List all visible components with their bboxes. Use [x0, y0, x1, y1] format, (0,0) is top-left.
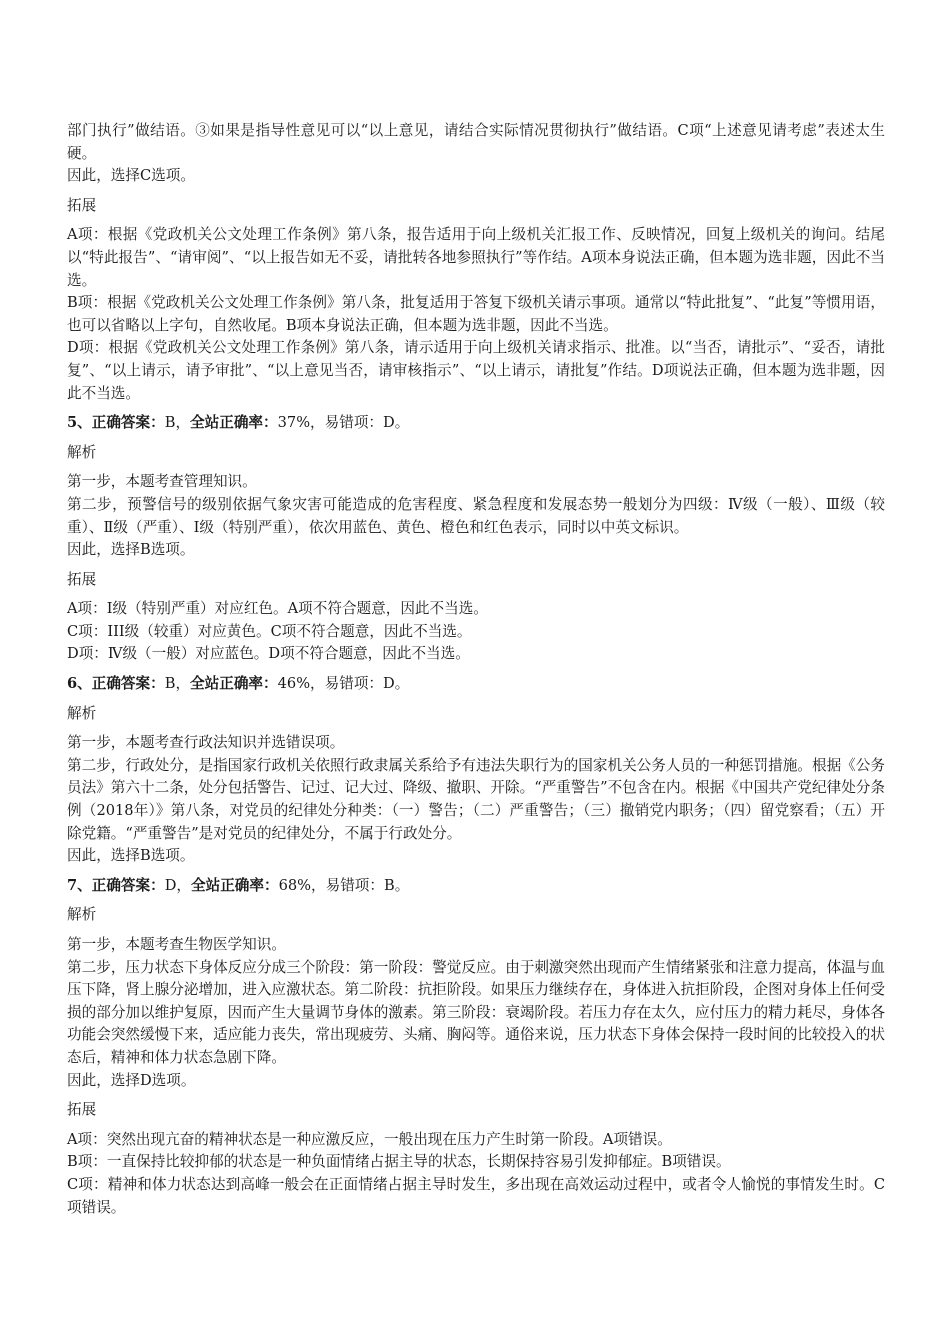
q5-conclusion: 因此，选择B选项。 [67, 541, 195, 559]
q5-rate-value: 37%，易错项：D。 [277, 414, 410, 432]
q6-step2: 第二步，行政处分，是指国家行政机关依照行政隶属关系给予有违法失职行为的国家机关公务人员的一种惩罚措施。根据《公务员法》第六十二条，处分包括警告、记过、记大过、降级、撤职、开除。“严重警告”不包含在内。根据《中国共产党纪律处分条例（2018年）》第八条，对党员的纪律处分种类：（一）警告；（二）严重警告；（三）撤销党内职务；（四）留党察看；（五）开除党籍。“严重警告”是对党员的纪律处分，不属于行政处分。 [67, 756, 885, 842]
q7-conclusion: 因此，选择D选项。 [67, 1071, 196, 1089]
q7-extension-a: A项：突然出现亢奋的精神状态是一种应激反应，一般出现在压力产生时第一阶段。A项错误。 [67, 1130, 672, 1148]
q5-answer-label: 5、正确答案： [67, 414, 165, 432]
q4-extension-b: B项：根据《党政机关公文处理工作条例》第八条，批复适用于答复下级机关请示事项。通常以“特此批复”、“此复”等惯用语，也可以省略以上字句，自然收尾。B项本身说法正确，但本题为选非题，因此不当选。 [67, 294, 885, 334]
q4-extension-d: D项：根据《党政机关公文处理工作条例》第八条，请示适用于向上级机关请求指示、批准。以“当否，请批示”、“妥否，请批复”、“以上请示，请予审批”、“以上意见当否，请审核指示”、“以上请示，请批复”作结。D项说法正确，但本题为选非题，因此不当选。 [67, 339, 885, 402]
q7-answer-label: 7、正确答案： [67, 876, 165, 894]
q5-extension-d: D项：Ⅳ级（一般）对应蓝色。D项不符合题意，因此不当选。 [67, 645, 470, 663]
q4-continuation: 部门执行”做结语。③如果是指导性意见可以“以上意见，请结合实际情况贯彻执行”做结语。C项“上述意见请考虑”表述太生硬。 [67, 122, 885, 162]
q5-answer-value: B， [164, 414, 191, 432]
q6-analysis-heading: 解析 [67, 704, 97, 722]
q6-rate-label: 全站正确率： [190, 675, 278, 693]
q6-answer-line [67, 673, 885, 696]
q7-extension-c: C项：精神和体力状态达到高峰一般会在正面情绪占据主导时发生，多出现在高效运动过程中，或者令人愉悦的事情发生时。C项错误。 [67, 1175, 885, 1216]
q7-extension-b: B项：一直保持比较抑郁的状态是一种负面情绪占据主导的状态，长期保持容易引发抑郁症。B项错误。 [67, 1153, 731, 1171]
q5-extension-a: A项：Ⅰ级（特别严重）对应红色。A项不符合题意，因此不当选。 [67, 600, 488, 618]
q7-answer-value: D， [164, 876, 192, 894]
q4-conclusion: 因此，选择C选项。 [67, 167, 195, 185]
q4-extension-heading: 拓展 [67, 196, 97, 214]
q5-step2: 第二步，预警信号的级别依据气象灾害可能造成的危害程度、紧急程度和发展态势一般划分为四级：Ⅳ级（一般）、Ⅲ级（较重）、Ⅱ级（严重）、Ⅰ级（特别严重），依次用蓝色、黄色、橙色和红色表示，同时以中英文标识。 [67, 495, 885, 536]
q7-extension-heading: 拓展 [67, 1101, 97, 1119]
q5-extension-c: C项：III级（较重）对应黄色。C项不符合题意，因此不当选。 [67, 622, 472, 640]
q5-answer-line [67, 412, 885, 435]
q4-extension-a: A项：根据《党政机关公文处理工作条例》第八条，报告适用于向上级机关汇报工作、反映情况，回复上级机关的询问。结尾以“特此报告”、“请审阅”、“以上报告如无不妥，请批转各地参照执行”等作结。A项本身说法正确，但本题为选非题，因此不当选。 [67, 226, 885, 289]
q5-extension-heading: 拓展 [67, 570, 97, 588]
q7-rate-value: 68%，易错项：B。 [278, 876, 410, 894]
q5-analysis-heading: 解析 [67, 443, 97, 461]
q7-analysis-heading: 解析 [67, 906, 97, 924]
q6-rate-value: 46%，易错项：D。 [277, 675, 410, 693]
document-page [67, 120, 885, 1219]
q6-answer-value: B， [164, 675, 191, 693]
q7-answer-line [67, 875, 885, 898]
q7-step1: 第一步，本题考查生物医学知识。 [67, 936, 286, 953]
q6-step1: 第一步，本题考查行政法知识并选错误项。 [67, 734, 345, 752]
q5-rate-label: 全站正确率： [190, 414, 278, 432]
q6-conclusion: 因此，选择B选项。 [67, 847, 195, 865]
q5-step1: 第一步，本题考查管理知识。 [67, 473, 257, 491]
q7-rate-label: 全站正确率： [191, 876, 279, 894]
q6-answer-label: 6、正确答案： [67, 675, 165, 693]
q7-step2: 第二步，压力状态下身体反应分成三个阶段：第一阶段：警觉反应。由于刺激突然出现而产生情绪紧张和注意力提高，体温与血压下降，肾上腺分泌增加，进入应激状态。第二阶段：抗拒阶段。如果压力继续存在，身体进入抗拒阶段，企图对身体上任何受损的部分加以维护复原，因而产生大量调节身体的激素。第三阶段：衰竭阶段。若压力存在太久，应付压力的精力耗尽，身体各功能会突然缓慢下来，适应能力丧失，常出现疲劳、头痛、胸闷等。通俗来说，压力状态下身体会保持一段时间的比较投入的状态后，精神和体力状态急剧下降。 [67, 958, 885, 1066]
